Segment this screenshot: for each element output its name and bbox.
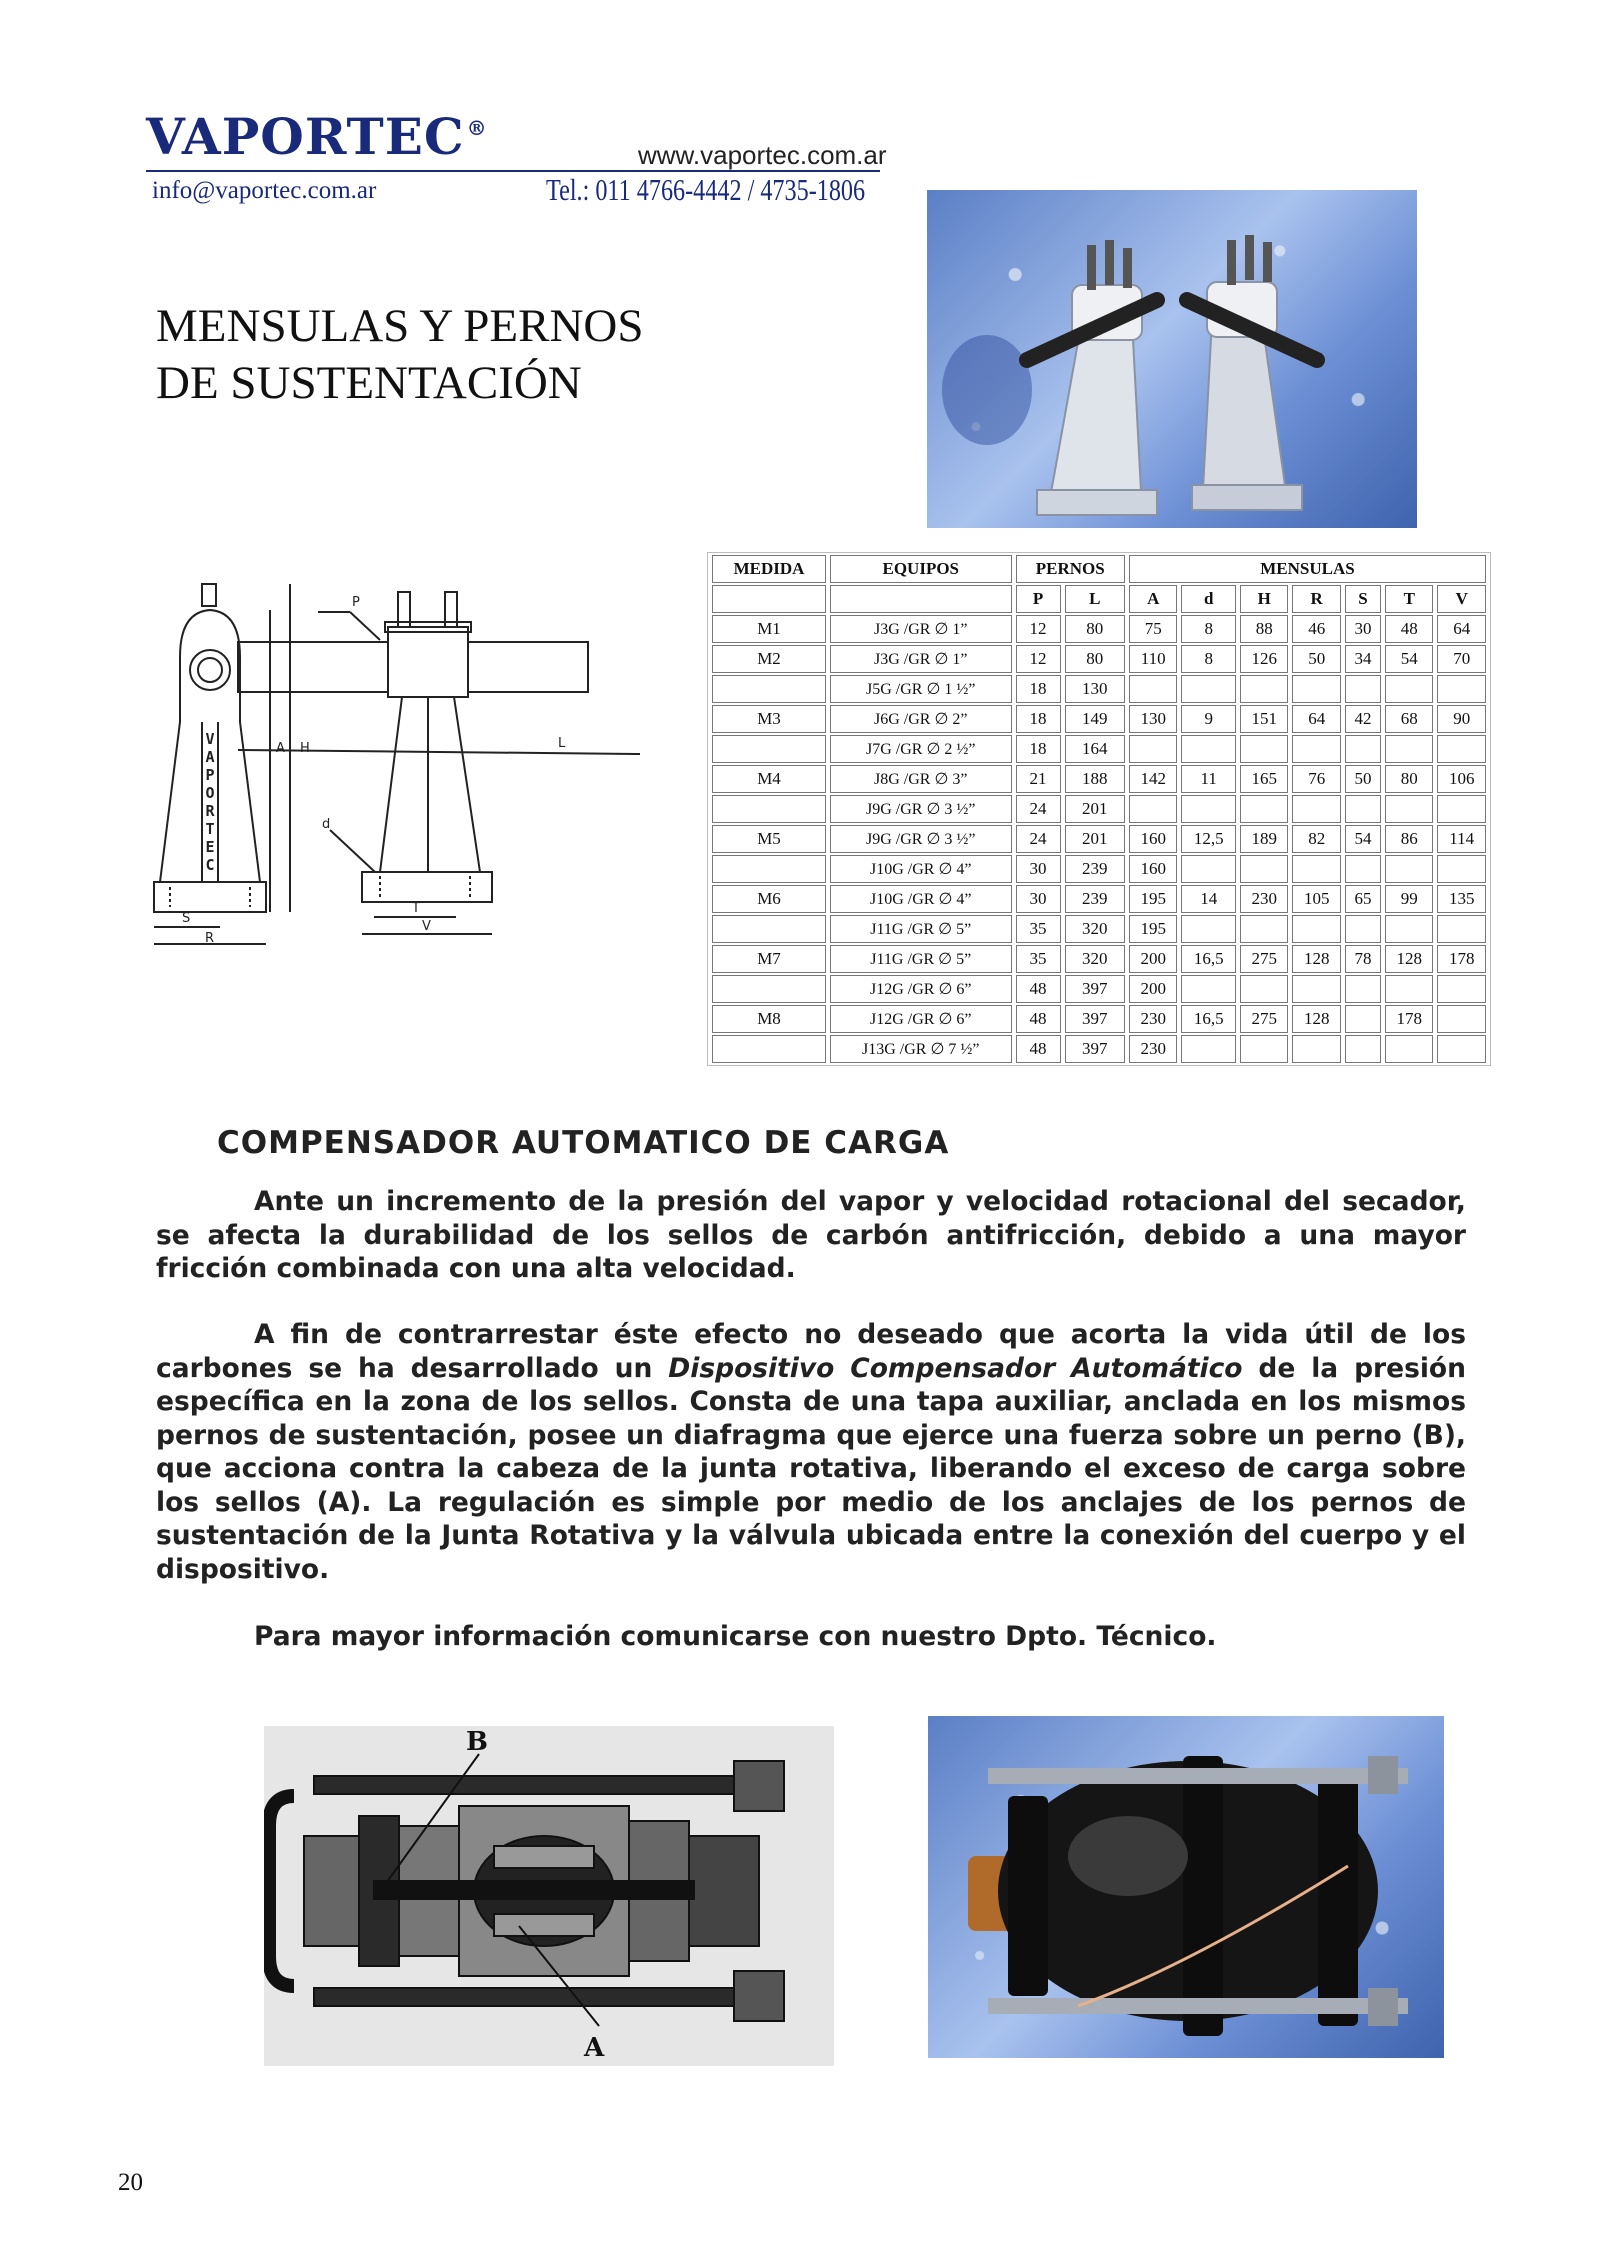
stamp-letter-6: T bbox=[205, 820, 215, 838]
table-cell: 14 bbox=[1181, 885, 1236, 913]
table-cell: 397 bbox=[1065, 1005, 1125, 1033]
table-row bbox=[712, 705, 1486, 733]
table-row bbox=[712, 945, 1486, 973]
spec-table bbox=[707, 552, 1491, 1066]
table-cell: 86 bbox=[1385, 825, 1433, 853]
table-cell: 397 bbox=[1065, 975, 1125, 1003]
table-cell: 320 bbox=[1065, 945, 1125, 973]
subheader-d: d bbox=[1181, 585, 1236, 613]
table-cell: M3 bbox=[712, 705, 826, 733]
table-cell: 195 bbox=[1129, 885, 1177, 913]
rotary-joint-illustration bbox=[928, 1716, 1444, 2058]
table-cell: 126 bbox=[1240, 645, 1288, 673]
brackets-photo bbox=[927, 190, 1417, 528]
table-cell: 78 bbox=[1345, 945, 1381, 973]
paragraph-2-part-a: A fin de contrarrestar éste efecto no deseado que acorta la vida útil de los carbones se ha desarrollado un bbox=[156, 1319, 1466, 1384]
table-cell bbox=[1240, 915, 1288, 943]
table-cell: 90 bbox=[1437, 705, 1486, 733]
table-cell: 54 bbox=[1345, 825, 1381, 853]
stamp-letter-3: P bbox=[205, 766, 215, 784]
table-row bbox=[712, 825, 1486, 853]
label-d: d bbox=[322, 817, 331, 832]
table-cell: 12,5 bbox=[1181, 825, 1236, 853]
table-cell: 130 bbox=[1129, 705, 1177, 733]
table-cell: 18 bbox=[1016, 735, 1061, 763]
paragraph-2-part-b: de la presión específica en la zona de los sellos. Consta de una tapa auxiliar, anclada en los mismos pernos de sustentación, posee un diafragma que ejerce una fuerza sobre un perno (B), que acciona contra la cabeza de la junta rotativa, liberando el exceso de carga sobre los sellos (A). La regulación es simple por medio de los anclajes de los pernos de sustentación de la Junta Rotativa y la válvula ubicada entre la conexión del cuerpo y el dispositivo. bbox=[156, 1352, 1467, 1585]
header-medida: MEDIDA bbox=[712, 555, 826, 583]
table-cell: 9 bbox=[1181, 705, 1236, 733]
table-cell bbox=[1345, 795, 1381, 823]
label-v: V bbox=[422, 919, 431, 934]
table-cell bbox=[712, 855, 826, 883]
page-title-line1: MENSULAS Y PERNOS bbox=[156, 300, 644, 352]
table-cell: 188 bbox=[1065, 765, 1125, 793]
table-cell bbox=[1437, 975, 1486, 1003]
table-cell bbox=[1240, 675, 1288, 703]
table-cell: J5G /GR ∅ 1 ½” bbox=[830, 675, 1011, 703]
stamp-letter-5: R bbox=[205, 802, 215, 820]
table-cell bbox=[1181, 735, 1236, 763]
label-h: H bbox=[300, 741, 310, 756]
table-cell: 160 bbox=[1129, 825, 1177, 853]
table-cell: 230 bbox=[1240, 885, 1288, 913]
schematic-label-b: B bbox=[466, 1727, 488, 1757]
table-cell: J3G /GR ∅ 1” bbox=[830, 615, 1011, 643]
table-cell: 189 bbox=[1240, 825, 1288, 853]
subheader-p: P bbox=[1016, 585, 1061, 613]
table-cell bbox=[1345, 1005, 1381, 1033]
table-cell bbox=[1437, 1035, 1486, 1063]
subheader-l: L bbox=[1065, 585, 1125, 613]
table-cell bbox=[712, 915, 826, 943]
table-cell: 18 bbox=[1016, 705, 1061, 733]
table-cell: J11G /GR ∅ 5” bbox=[830, 945, 1011, 973]
stamp-letter-4: O bbox=[205, 784, 215, 802]
phone-number: Tel.: 011 4766-4442 / 4735-1806 bbox=[546, 172, 866, 207]
table-cell bbox=[1181, 975, 1236, 1003]
table-cell: 12 bbox=[1016, 615, 1061, 643]
table-row bbox=[712, 765, 1486, 793]
table-cell bbox=[712, 795, 826, 823]
table-cell: 21 bbox=[1016, 765, 1061, 793]
table-header-row bbox=[712, 555, 1486, 583]
subheader-h: H bbox=[1240, 585, 1288, 613]
table-row bbox=[712, 885, 1486, 913]
table-cell bbox=[1181, 795, 1236, 823]
table-cell bbox=[1345, 975, 1381, 1003]
table-cell: 34 bbox=[1345, 645, 1381, 673]
table-cell bbox=[1292, 1035, 1340, 1063]
table-cell: 75 bbox=[1129, 615, 1177, 643]
table-cell bbox=[1437, 855, 1486, 883]
table-cell: 397 bbox=[1065, 1035, 1125, 1063]
header-equipos: EQUIPOS bbox=[830, 555, 1011, 583]
table-cell: 135 bbox=[1437, 885, 1486, 913]
table-cell bbox=[1240, 735, 1288, 763]
table-cell: M1 bbox=[712, 615, 826, 643]
table-cell bbox=[712, 975, 826, 1003]
subheader-blank bbox=[712, 585, 826, 613]
table-cell bbox=[1385, 735, 1433, 763]
brand-name: VAPORTEC bbox=[146, 107, 465, 166]
table-cell: 24 bbox=[1016, 795, 1061, 823]
table-cell: 80 bbox=[1385, 765, 1433, 793]
table-cell: 275 bbox=[1240, 1005, 1288, 1033]
stamp-letter-2: A bbox=[205, 748, 215, 766]
table-subheader-row bbox=[712, 585, 1486, 613]
table-cell: 48 bbox=[1016, 1035, 1061, 1063]
table-cell bbox=[1240, 855, 1288, 883]
stamp-letter-7: E bbox=[205, 838, 215, 856]
table-row bbox=[712, 615, 1486, 643]
brackets-illustration bbox=[927, 190, 1417, 528]
table-cell: 128 bbox=[1292, 1005, 1340, 1033]
table-cell: 65 bbox=[1345, 885, 1381, 913]
table-cell bbox=[1181, 915, 1236, 943]
table-cell: 50 bbox=[1292, 645, 1340, 673]
table-cell: J9G /GR ∅ 3 ½” bbox=[830, 825, 1011, 853]
table-cell: 16,5 bbox=[1181, 1005, 1236, 1033]
paragraph-3: Para mayor información comunicarse con nuestro Dpto. Técnico. bbox=[254, 1621, 1217, 1652]
table-cell: 142 bbox=[1129, 765, 1177, 793]
website-link[interactable]: www.vaportec.com.ar bbox=[638, 140, 887, 170]
page-number: 20 bbox=[118, 2169, 143, 2196]
table-cell: 200 bbox=[1129, 945, 1177, 973]
stamp-letter-1: V bbox=[205, 730, 215, 748]
table-cell: 230 bbox=[1129, 1035, 1177, 1063]
table-cell: 82 bbox=[1292, 825, 1340, 853]
email-link[interactable]: info@vaportec.com.ar bbox=[152, 177, 377, 204]
table-cell bbox=[1240, 795, 1288, 823]
table-cell bbox=[1385, 975, 1433, 1003]
table-cell bbox=[1181, 855, 1236, 883]
table-cell: 80 bbox=[1065, 645, 1125, 673]
header-pernos: PERNOS bbox=[1016, 555, 1126, 583]
table-cell: J11G /GR ∅ 5” bbox=[830, 915, 1011, 943]
table-cell: 11 bbox=[1181, 765, 1236, 793]
table-cell: 99 bbox=[1385, 885, 1433, 913]
table-cell: M5 bbox=[712, 825, 826, 853]
table-cell: 128 bbox=[1292, 945, 1340, 973]
table-cell: 239 bbox=[1065, 885, 1125, 913]
table-cell: 114 bbox=[1437, 825, 1486, 853]
subheader-s: S bbox=[1345, 585, 1381, 613]
table-cell: J6G /GR ∅ 2” bbox=[830, 705, 1011, 733]
table-cell: 80 bbox=[1065, 615, 1125, 643]
table-cell bbox=[1437, 915, 1486, 943]
table-cell: 8 bbox=[1181, 615, 1236, 643]
table-cell: 35 bbox=[1016, 945, 1061, 973]
table-cell: 275 bbox=[1240, 945, 1288, 973]
paragraph-1: Ante un incremento de la presión del vapor y velocidad rotacional del secador, se afecta la durabilidad de los sellos de carbón antifricción, debido a una mayor fricción combinada con una alta velocidad. bbox=[156, 1186, 1466, 1284]
table-cell: M8 bbox=[712, 1005, 826, 1033]
table-cell: 105 bbox=[1292, 885, 1340, 913]
label-s: S bbox=[182, 911, 191, 926]
rotary-joint-photo bbox=[928, 1716, 1444, 2058]
header-mensulas: MENSULAS bbox=[1129, 555, 1486, 583]
table-cell: 178 bbox=[1385, 1005, 1433, 1033]
table-cell bbox=[1240, 1035, 1288, 1063]
table-cell: 164 bbox=[1065, 735, 1125, 763]
table-cell bbox=[1437, 675, 1486, 703]
table-cell: 178 bbox=[1437, 945, 1486, 973]
table-cell: M7 bbox=[712, 945, 826, 973]
table-cell: 48 bbox=[1016, 975, 1061, 1003]
table-cell: 230 bbox=[1129, 1005, 1177, 1033]
table-cell: J12G /GR ∅ 6” bbox=[830, 1005, 1011, 1033]
table-cell: J12G /GR ∅ 6” bbox=[830, 975, 1011, 1003]
table-cell: 35 bbox=[1016, 915, 1061, 943]
table-cell: 48 bbox=[1016, 1005, 1061, 1033]
table-cell bbox=[1385, 795, 1433, 823]
table-cell: 160 bbox=[1129, 855, 1177, 883]
table-cell bbox=[1345, 1035, 1381, 1063]
table-cell: 149 bbox=[1065, 705, 1125, 733]
table-cell bbox=[1129, 795, 1177, 823]
label-l: L bbox=[558, 736, 566, 751]
table-cell bbox=[1437, 1005, 1486, 1033]
label-p: P bbox=[352, 595, 360, 610]
table-cell: 50 bbox=[1345, 765, 1381, 793]
subheader-t: T bbox=[1385, 585, 1433, 613]
table-cell: 12 bbox=[1016, 645, 1061, 673]
table-cell: 128 bbox=[1385, 945, 1433, 973]
subheader-blank bbox=[830, 585, 1011, 613]
table-cell: 201 bbox=[1065, 825, 1125, 853]
table-cell: 239 bbox=[1065, 855, 1125, 883]
table-cell: J9G /GR ∅ 3 ½” bbox=[830, 795, 1011, 823]
table-cell: 320 bbox=[1065, 915, 1125, 943]
table-cell bbox=[1345, 675, 1381, 703]
table-cell: 130 bbox=[1065, 675, 1125, 703]
compensator-diagram bbox=[264, 1726, 834, 2066]
table-cell: J10G /GR ∅ 4” bbox=[830, 885, 1011, 913]
table-cell: 76 bbox=[1292, 765, 1340, 793]
table-cell: 46 bbox=[1292, 615, 1340, 643]
table-row bbox=[712, 675, 1486, 703]
table-cell bbox=[1292, 975, 1340, 1003]
table-cell bbox=[712, 1035, 826, 1063]
table-row bbox=[712, 855, 1486, 883]
label-r: R bbox=[205, 931, 215, 946]
table-cell: 48 bbox=[1385, 615, 1433, 643]
table-cell: 88 bbox=[1240, 615, 1288, 643]
table-cell bbox=[1292, 675, 1340, 703]
subheader-a: A bbox=[1129, 585, 1177, 613]
table-cell: 64 bbox=[1292, 705, 1340, 733]
table-cell: 54 bbox=[1385, 645, 1433, 673]
table-cell bbox=[1345, 735, 1381, 763]
table-cell: 30 bbox=[1345, 615, 1381, 643]
table-cell: M4 bbox=[712, 765, 826, 793]
page-title-line2: DE SUSTENTACIÓN bbox=[156, 357, 582, 409]
label-t: T bbox=[412, 901, 420, 916]
table-cell bbox=[712, 735, 826, 763]
compensator-schematic bbox=[264, 1726, 834, 2066]
table-row bbox=[712, 645, 1486, 673]
table-cell: 42 bbox=[1345, 705, 1381, 733]
table-cell bbox=[1385, 1035, 1433, 1063]
stamp-letter-8: C bbox=[205, 856, 215, 874]
table-cell: 195 bbox=[1129, 915, 1177, 943]
table-cell: 68 bbox=[1385, 705, 1433, 733]
table-cell bbox=[1292, 795, 1340, 823]
section-title: COMPENSADOR AUTOMATICO DE CARGA bbox=[217, 1125, 950, 1161]
table-cell bbox=[712, 675, 826, 703]
table-row bbox=[712, 1005, 1486, 1033]
table-cell bbox=[1385, 675, 1433, 703]
table-cell bbox=[1129, 735, 1177, 763]
table-cell: 30 bbox=[1016, 855, 1061, 883]
brand-logo bbox=[146, 107, 488, 166]
table-cell: 201 bbox=[1065, 795, 1125, 823]
bracket-technical-drawing bbox=[150, 582, 650, 967]
subheader-v: V bbox=[1437, 585, 1486, 613]
table-row bbox=[712, 795, 1486, 823]
table-cell: 16,5 bbox=[1181, 945, 1236, 973]
table-cell: M2 bbox=[712, 645, 826, 673]
table-row bbox=[712, 915, 1486, 943]
table-cell bbox=[1129, 675, 1177, 703]
table-cell: 24 bbox=[1016, 825, 1061, 853]
registered-mark: ® bbox=[466, 116, 488, 140]
table-cell bbox=[1345, 855, 1381, 883]
table-row bbox=[712, 1035, 1486, 1063]
paragraph-2-emphasis: Dispositivo Compensador Automático bbox=[668, 1352, 1243, 1384]
table-cell: J13G /GR ∅ 7 ½” bbox=[830, 1035, 1011, 1063]
table-cell bbox=[1385, 855, 1433, 883]
table-cell: 18 bbox=[1016, 675, 1061, 703]
table-cell bbox=[1345, 915, 1381, 943]
table-cell bbox=[1292, 915, 1340, 943]
table-cell: J3G /GR ∅ 1” bbox=[830, 645, 1011, 673]
schematic-label-a: A bbox=[584, 2033, 605, 2063]
table-cell bbox=[1385, 915, 1433, 943]
table-cell bbox=[1181, 1035, 1236, 1063]
table-cell: M6 bbox=[712, 885, 826, 913]
table-cell: 151 bbox=[1240, 705, 1288, 733]
table-cell bbox=[1240, 975, 1288, 1003]
table-cell: 200 bbox=[1129, 975, 1177, 1003]
table-cell: J10G /GR ∅ 4” bbox=[830, 855, 1011, 883]
table-cell: 70 bbox=[1437, 645, 1486, 673]
table-cell: 165 bbox=[1240, 765, 1288, 793]
label-a: A bbox=[276, 741, 285, 756]
table-cell: 64 bbox=[1437, 615, 1486, 643]
table-cell: 30 bbox=[1016, 885, 1061, 913]
bracket-diagram bbox=[150, 582, 650, 967]
table-cell: J7G /GR ∅ 2 ½” bbox=[830, 735, 1011, 763]
table-cell: 110 bbox=[1129, 645, 1177, 673]
table-cell bbox=[1437, 795, 1486, 823]
subheader-r: R bbox=[1292, 585, 1340, 613]
table-row bbox=[712, 735, 1486, 763]
table-cell: J8G /GR ∅ 3” bbox=[830, 765, 1011, 793]
table-cell: 106 bbox=[1437, 765, 1486, 793]
table-cell: 8 bbox=[1181, 645, 1236, 673]
table-cell bbox=[1437, 735, 1486, 763]
table-row bbox=[712, 975, 1486, 1003]
table-cell bbox=[1292, 735, 1340, 763]
table-body bbox=[712, 615, 1486, 1063]
paragraph-2 bbox=[156, 1318, 1466, 1586]
table-cell bbox=[1181, 675, 1236, 703]
table-cell bbox=[1292, 855, 1340, 883]
